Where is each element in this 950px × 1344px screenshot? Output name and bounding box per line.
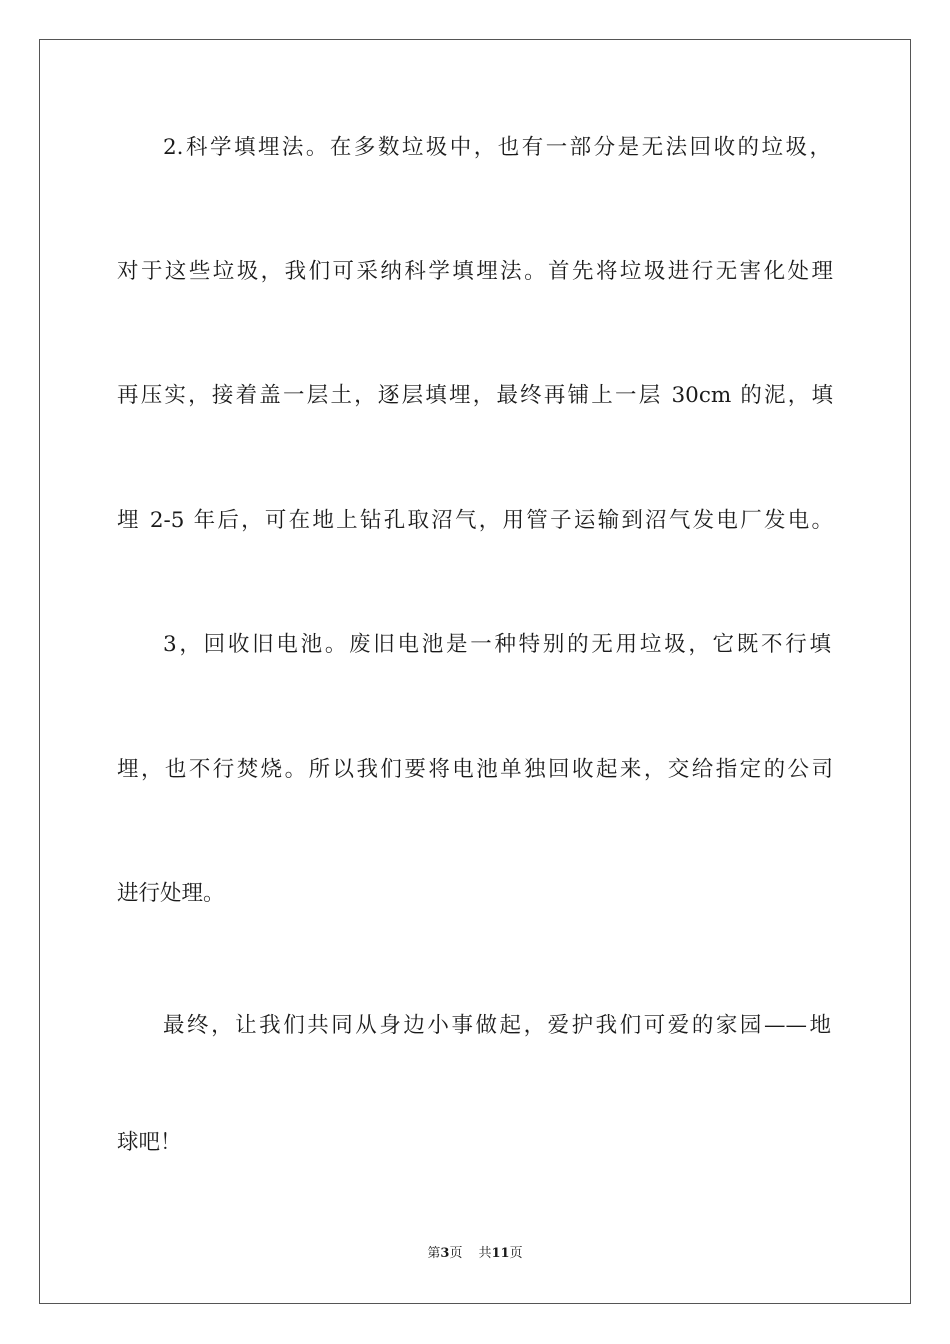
page-footer bbox=[0, 1245, 950, 1263]
paragraph-line: 再压实，接着盖一层土，逐层填埋，最终再铺上一层 30cm 的泥，填 bbox=[117, 383, 833, 408]
footer-total-prefix: 共 bbox=[478, 1246, 492, 1261]
paragraph-line: 球吧！ bbox=[117, 1130, 182, 1155]
paragraph-line: 对于这些垃圾，我们可采纳科学填埋法。首先将垃圾进行无害化处理 bbox=[117, 259, 833, 284]
paragraph-line: 埋 2-5 年后，可在地上钻孔取沼气，用管子运输到沼气发电厂发电。 bbox=[117, 508, 833, 533]
footer-page-suffix: 页 bbox=[449, 1246, 463, 1261]
paragraph-line: 2.科学填埋法。在多数垃圾中，也有一部分是无法回收的垃圾， bbox=[163, 135, 831, 160]
page-border bbox=[39, 39, 911, 1304]
paragraph-line: 最终，让我们共同从身边小事做起，爱护我们可爱的家园——地 bbox=[163, 1013, 831, 1038]
footer-total-suffix: 页 bbox=[509, 1246, 523, 1261]
footer-total-pages: 11 bbox=[491, 1246, 510, 1261]
footer-page-prefix: 第 bbox=[427, 1246, 441, 1261]
footer-page-number: 3 bbox=[440, 1246, 450, 1261]
paragraph-line: 埋，也不行焚烧。所以我们要将电池单独回收起来，交给指定的公司 bbox=[117, 757, 833, 782]
paragraph-line: 3，回收旧电池。废旧电池是一种特别的无用垃圾，它既不行填 bbox=[163, 632, 831, 657]
paragraph-line: 进行处理。 bbox=[117, 881, 225, 906]
